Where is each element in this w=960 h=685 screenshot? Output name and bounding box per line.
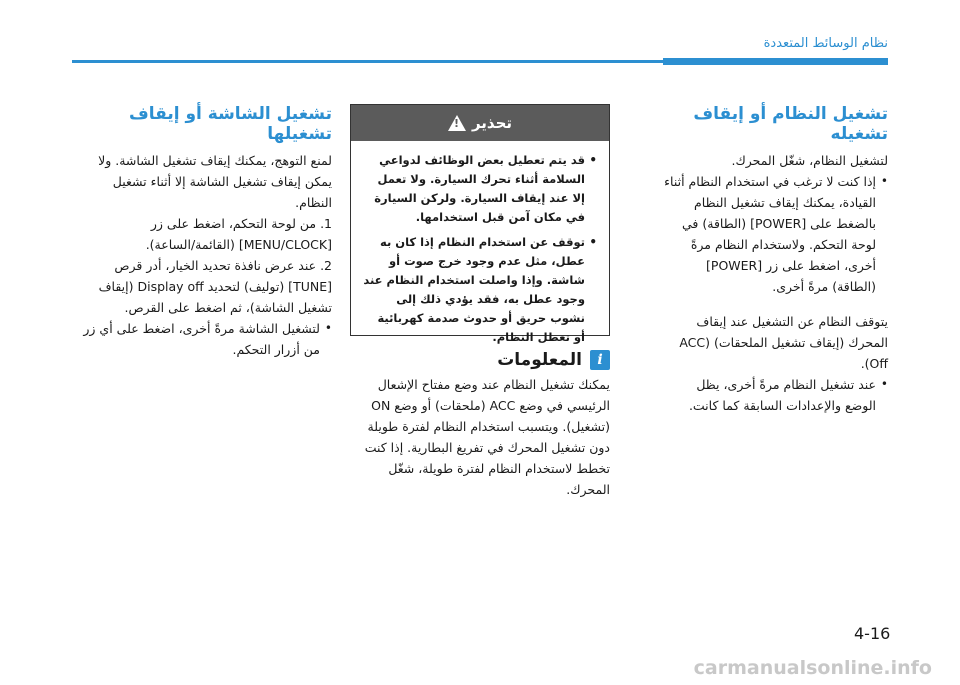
warning-title: تحذير [471,114,513,132]
screen-step-2: 2. عند عرض نافذة تحديد الخيار، أدر قرص [TUNE] (توليف) لتحديد Display off (إيقاف تشغيل الشاشة)، ثم اضغط على القرص. [98,258,332,315]
power-intro: لتشغيل النظام، شغّل المحرك. [731,153,888,168]
screen-heading: تشغيل الشاشة أو إيقاف تشغيلها [128,104,332,144]
warning-triangle-icon [448,115,466,131]
warning-box [350,104,610,344]
section-header-title: نظام الوسائط المتعددة [763,36,888,51]
info-header [348,350,610,370]
power-section [663,104,888,416]
power-bullets [663,171,888,297]
warning-body [351,141,609,347]
power-bullet-2: • عند تشغيل النظام مرةً أخرى، يظل الوضع والإعدادات السابقة كما كانت. [663,374,888,416]
footer-watermark: carmanualsonline.info [693,657,932,679]
power-bullets-2 [663,374,888,416]
screen-step-1: 1. من لوحة التحكم، اضغط على زر [MENU/CLOCK] (القائمة/الساعة). [145,216,332,252]
power-heading: تشغيل النظام أو إيقاف تشغيله [693,104,888,144]
info-icon: i [590,350,610,370]
info-body: يمكنك تشغيل النظام عند وضع مفتاح الإشعال الرئيسي في وضع ACC (ملحقات) أو وضع ON (تشغيل). ويتسبب استخدام النظام لفترة طويلة دون تشغيل المحرك في تفريغ البطارية. إذا كنت تخطط لاستخدام النظام لفترة طويلة، شغّل المحرك. [364,377,610,497]
screen-section [72,104,332,360]
warning-list [363,151,597,347]
power-bullet-1: • إذا كنت لا ترغب في استخدام النظام أثناء القيادة، يمكنك إيقاف تشغيل النظام بالضغط على [POWER] (الطاقة) في لوحة التحكم. ولاستخدام النظام مرةً أخرى، اضغط على زر [POWER] (الطاقة) مرةً أخرى. [663,171,888,297]
power-para2: يتوقف النظام عن التشغيل عند إيقاف المحرك (إيقاف تشغيل الملحقات) (ACC Off). [679,314,888,371]
info-title: المعلومات [497,350,582,370]
page-number: 4-16 [854,624,891,643]
middle-column [348,104,610,500]
warning-header [351,105,609,141]
warning-item-1: • قد يتم تعطيل بعض الوظائف لدواعي السلامة أثناء تحرك السيارة. ولا تعمل إلا عند إيقاف السيارة. ولركن السيارة في مكان آمن قبل استخدامها. [363,151,597,227]
header-tab-bar [663,58,888,65]
screen-bullet-1: • لتشغيل الشاشة مرةً أخرى، اضغط على أي زر من أزرار التحكم. [72,318,332,360]
warning-item-2: • توقف عن استخدام النظام إذا كان به عطل، مثل عدم وجود خرج صوت أو شاشة. وإذا واصلت استخدام النظام عند وجود عطل به، فقد يؤدي ذلك إلى نشوب حريق أو حدوث صدمة كهربائية أو تعطل النظام. [363,233,597,347]
screen-steps [72,213,332,318]
screen-bullets [72,318,332,360]
screen-intro: لمنع التوهج، يمكنك إيقاف تشغيل الشاشة. ولا يمكن إيقاف تشغيل الشاشة إلا أثناء تشغيل النظام. [98,153,332,210]
